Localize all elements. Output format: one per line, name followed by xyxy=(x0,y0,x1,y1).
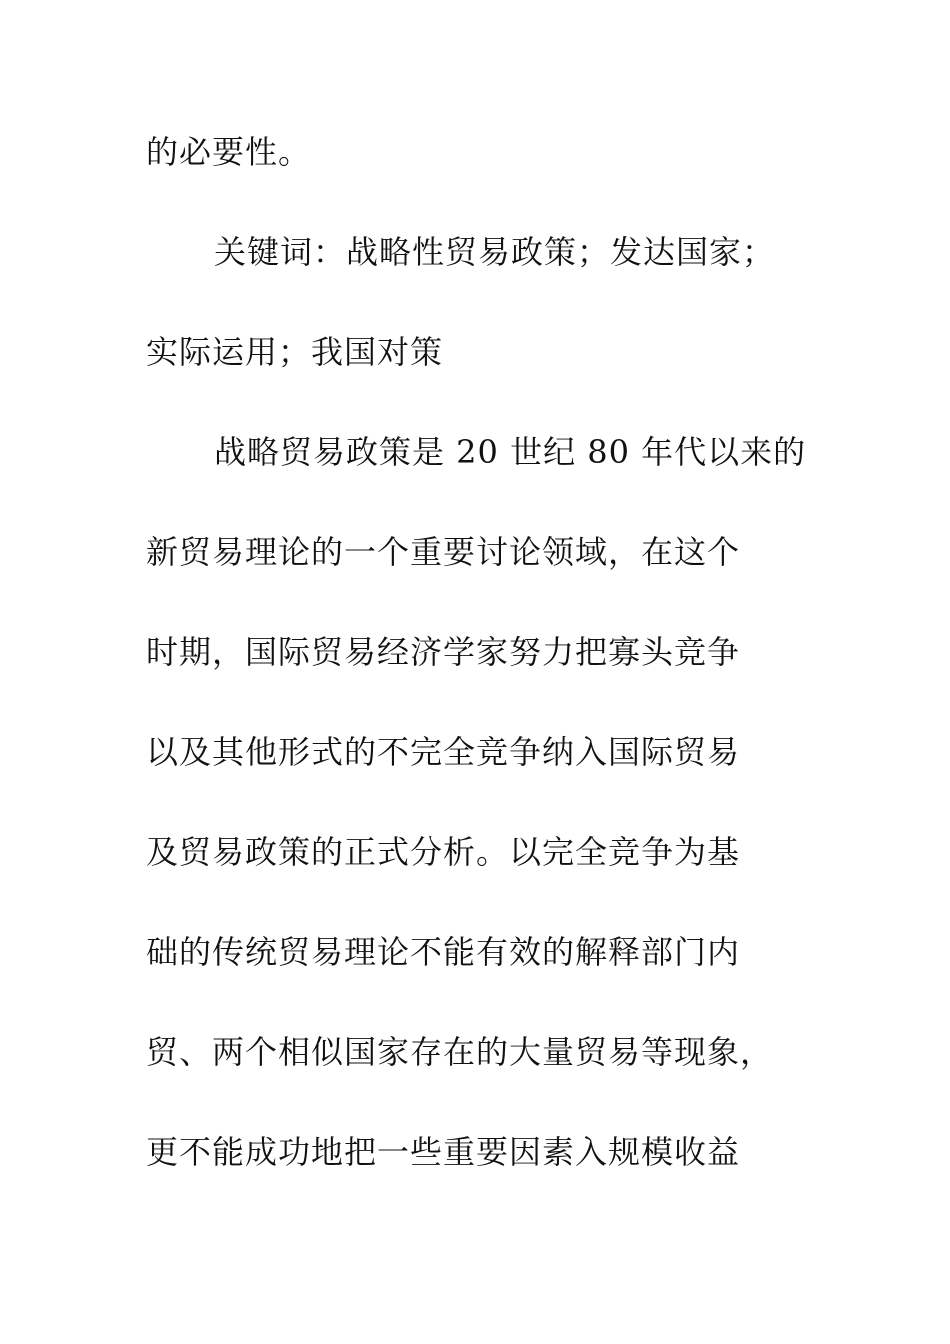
paragraph-line-5: 及贸易政策的正式分析。以完全竞争为基 xyxy=(146,833,741,871)
paragraph-line-7: 贸、两个相似国家存在的大量贸易等现象， xyxy=(146,1033,774,1071)
keywords-line: 关键词：战略性贸易政策；发达国家； xyxy=(214,233,776,271)
paragraph-line-4: 以及其他形式的不完全竞争纳入国际贸易 xyxy=(146,733,741,771)
paragraph-line-6: 础的传统贸易理论不能有效的解释部门内 xyxy=(146,933,741,971)
paragraph-line-1: 战略贸易政策是 20 世纪 80 年代以来的 xyxy=(214,433,807,471)
paragraph-line-3: 时期，国际贸易经济学家努力把寡头竞争 xyxy=(146,633,741,671)
paragraph-line-2: 新贸易理论的一个重要讨论领域，在这个 xyxy=(146,533,741,571)
text-line-1: 的必要性。 xyxy=(146,133,312,171)
keywords-line-cont: 实际运用；我国对策 xyxy=(146,333,444,371)
paragraph-line-8: 更不能成功地把一些重要因素入规模收益 xyxy=(146,1133,741,1171)
